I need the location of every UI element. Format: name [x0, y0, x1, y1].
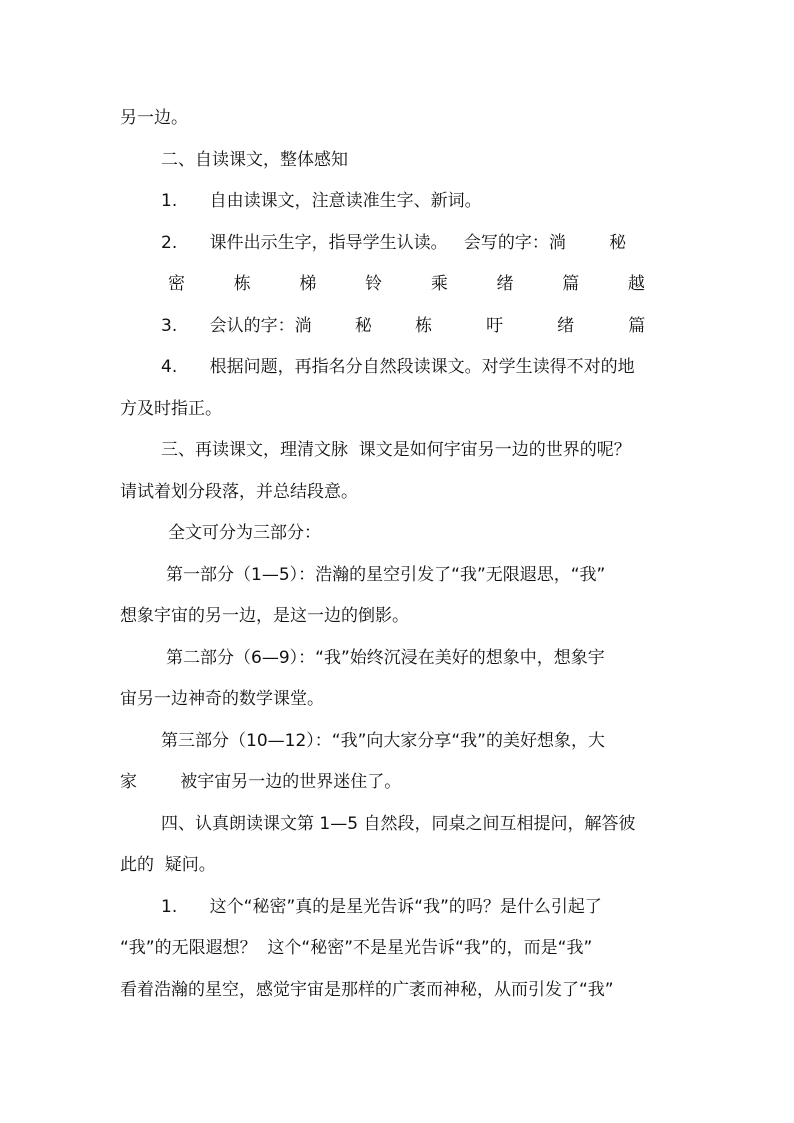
list-item-4: 4. 根据问题，再指名分自然段读课文。对学生读得不对的地: [161, 357, 635, 377]
question-item-1: 1. 这个“秘密”真的是星光告诉“我”的吗？是什么引起了: [161, 897, 602, 917]
question-continuation: 看着浩瀚的星空，感觉宇宙是那样的广袤而神秘，从而引发了“我”: [120, 980, 614, 1000]
text-line-1: 另一边。: [120, 108, 188, 128]
list-item-3: 3. 会认的字：淌 秘 栋 吁 绪 篇: [161, 316, 646, 336]
part-1-continuation: 想象宇宙的另一边，是这一边的倒影。: [120, 606, 409, 626]
character: 密: [168, 274, 185, 294]
heading-section-2: 二、自读课文，整体感知: [161, 150, 348, 170]
character: 梯: [299, 274, 317, 294]
character: 栋: [233, 274, 251, 294]
character-row: [168, 272, 645, 296]
part-1-text: 第一部分（1—5）：浩瀚的星空引发了“我”无限遐思，“我”: [166, 565, 606, 585]
character: 乘: [430, 274, 448, 294]
heading-section-3: 三、再读课文，理清文脉 课文是如何宇宙另一边的世界的呢？: [161, 440, 631, 460]
heading-section-4: 四、认真朗读课文第 1—5 自然段，同桌之间互相提问，解答彼: [161, 814, 636, 834]
part-2-continuation: 宙另一边神奇的数学课堂。: [120, 689, 324, 709]
part-3-continuation: 家 被宇宙另一边的世界迷住了。: [120, 772, 402, 792]
part-2-text: 第二部分（6—9）：“我”始终沉浸在美好的想象中，想象宇: [166, 648, 605, 668]
list-item-1: 1. 自由读课文，注意读准生字、新词。: [161, 191, 482, 211]
part-3-text: 第三部分（10—12）：“我”向大家分享“我”的美好想象，大: [161, 731, 605, 751]
character: 篇: [562, 274, 580, 294]
text-line-summary: 全文可分为三部分：: [168, 523, 321, 543]
text-line-continuation: 此的 疑问。: [120, 855, 216, 875]
character: 绪: [496, 274, 514, 294]
list-item-2: 2. 课件出示生字，指导学生认读。 会写的字：淌 秘: [161, 233, 627, 253]
question-continuation: “我”的无限遐想？ 这个“秘密”不是星光告诉“我”的，而是“我”: [120, 938, 593, 958]
text-line-continuation: 请试着划分段落，并总结段意。: [120, 482, 358, 502]
text-line-continuation: 方及时指正。: [120, 399, 222, 419]
character: 越: [627, 274, 645, 294]
character: 铃: [365, 274, 383, 294]
